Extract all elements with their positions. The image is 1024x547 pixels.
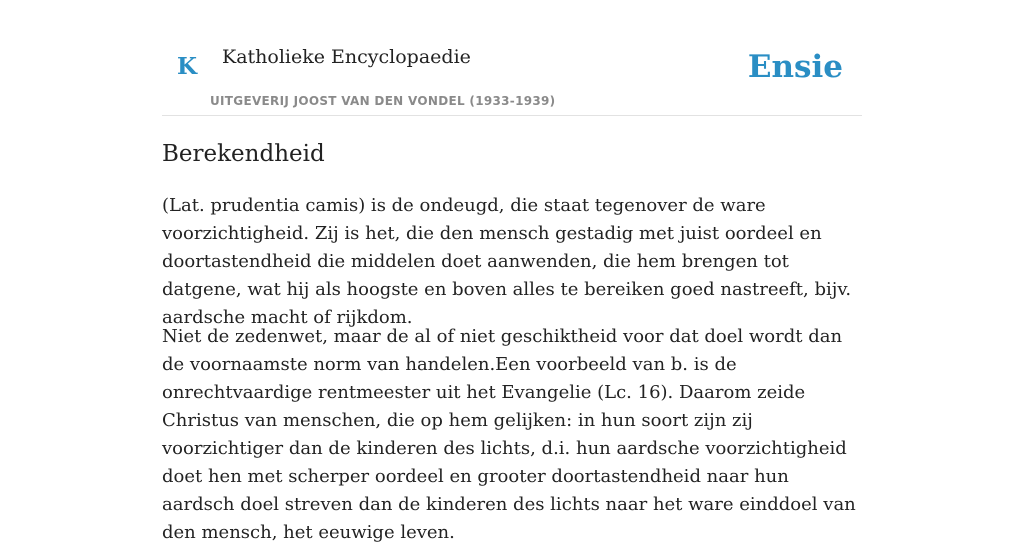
ensie-brand-link[interactable]: Ensie: [747, 49, 843, 85]
encyclopedia-logo[interactable]: K: [177, 53, 197, 80]
publisher-label: UITGEVERIJ JOOST VAN DEN VONDEL (1933-1939): [210, 94, 556, 108]
article-title: Berekendheid: [162, 141, 325, 167]
site-header: [162, 0, 862, 116]
encyclopedia-title-link[interactable]: Katholieke Encyclopaedie: [222, 46, 471, 68]
article-paragraph: (Lat. prudentia camis) is de ondeugd, die staat tegenover de ware voorzichtigheid. Zij is het, die den mensch gestadig met juist oordeel en doortastendheid die middelen doet aanwenden, die hem brengen tot datgene, wat hij als hoogste en boven alles te bereiken goed nastreeft, bijv. aardsche macht of rijkdom.: [162, 195, 852, 328]
article-paragraph: Niet de zedenwet, maar de al of niet geschiktheid voor dat doel wordt dan de voornaamste norm van handelen.Een voorbeeld van b. is de onrechtvaardige rentmeester uit het Evangelie (Lc. 16). Daarom zeide Christus van menschen, die op hem gelijken: in hun soort zijn zij voorzichtiger dan de kinderen des lichts, d.i. hun aardsche voorzichtigheid doet hen met scherper oordeel en grooter doortastendheid naar hun aardsch doel streven dan de kinderen des lichts naar het ware einddoel van den mensch, het eeuwige leven.: [162, 326, 856, 543]
